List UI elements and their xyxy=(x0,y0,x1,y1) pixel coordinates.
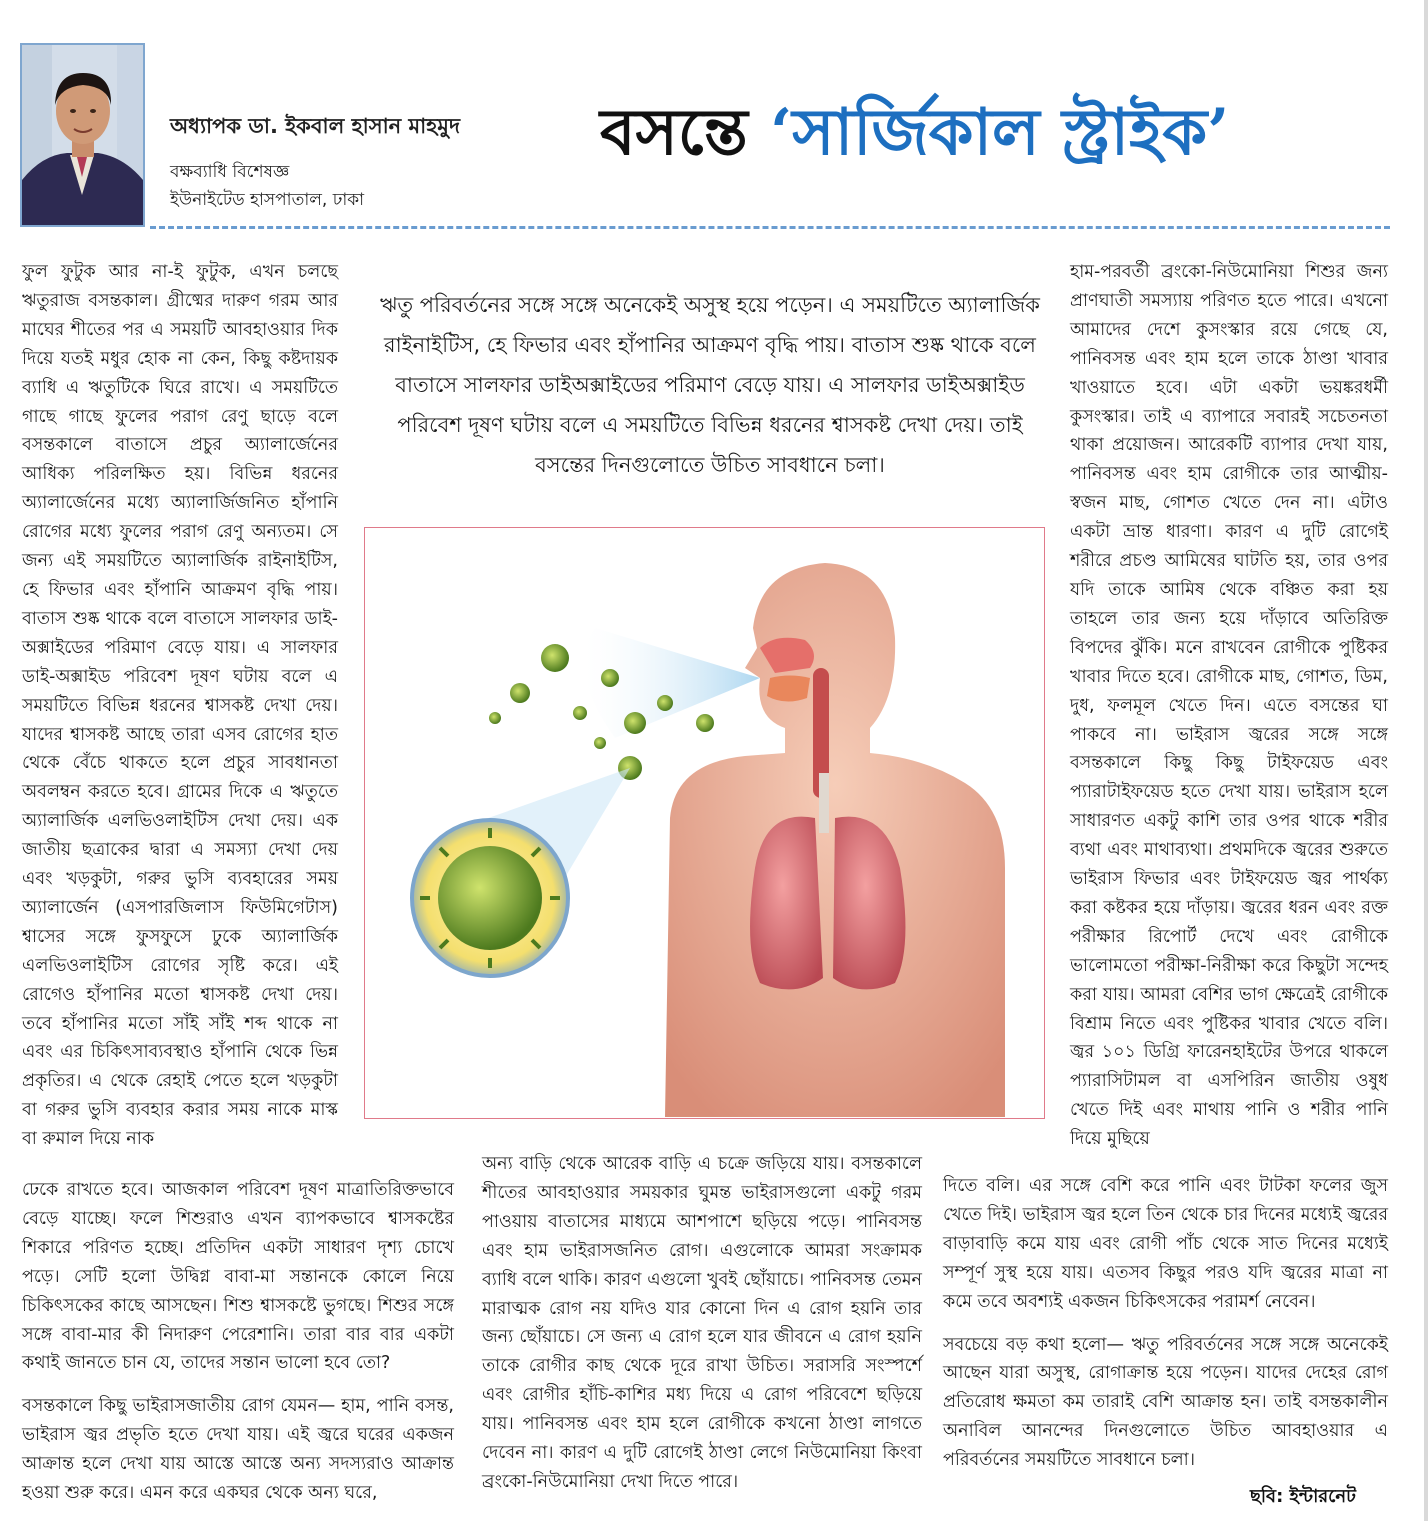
column-3-lower xyxy=(943,1172,1388,1489)
header-divider xyxy=(150,226,1390,229)
author-photo xyxy=(20,43,145,227)
col3-paragraph-1: হাম-পরবর্তী ব্রংকো-নিউমোনিয়া শিশুর জন্য প্রাণঘাতী সমস্যায় পরিণত হতে পারে। এখনো আমাদের দেশে কুসংস্কার রয়ে গেছে যে, পানিবসন্ত এবং হাম হলে তাকে ঠাণ্ডা খাবার খাওয়াতে হবে। এটা একটা ভয়ঙ্করধর্মী কুসংস্কার। তাই এ ব্যাপারে সবারই সচেতনতা থাকা প্রয়োজন। আরেকটি ব্যাপার দেখা যায়, পানিবসন্ত এবং হাম রোগীকে তার আত্মীয়-স্বজন মাছ, গোশত খেতে দেন না। এটাও একটা ভ্রান্ত ধারণা। কারণ এ দুটি রোগেই শরীরে প্রচণ্ড আমিষের ঘাটতি হয়, তার ওপর যদি তাকে আমিষ থেকে বঞ্চিত করা হয় তাহলে তার জন্য হয়ে দাঁড়াবে অতিরিক্ত বিপদের ঝুঁকি। মনে রাখবেন রোগীকে পুষ্টিকর খাবার দিতে হবে। রোগীকে মাছ, গোশত, ডিম, দুধ, ফলমূল খেতে দিন। এতে বসন্তের ঘা পাকবে না। ভাইরাস জ্বরের সঙ্গে সঙ্গে বসন্তকালে কিছু কিছু টাইফয়েড এবং প্যারাটাইফয়েড হতে দেখা যায়। ভাইরাস হলে সাধারণত একটু কাশি তার ওপর থাকে শরীর ব্যথা এবং মাথাব্যথা। প্রথমদিকে জ্বরের শুরুতে ভাইরাস ফিভার এবং টাইফয়েড জ্বর পার্থক্য করা কষ্টকর হয়ে দাঁড়ায়। জ্বরের ধরন এবং রক্ত পরীক্ষার রিপোর্ট দেখে এবং রোগীকে ভালোমতো পরীক্ষা-নিরীক্ষা করে কিছুটা সন্দেহ করা যায়। আমরা বেশির ভাগ ক্ষেত্রেই রোগীকে বিশ্রাম নিতে এবং পুষ্টিকর খাবার খেতে বলি। জ্বর ১০১ ডিগ্রি ফারেনহাইটের উপরে থাকলে প্যারাসিটামল বা এসপিরিন জাতীয় ওষুধ খেতে দিই এবং মাথায় পানি ও শরীর পানি দিয়ে মুছিয়ে xyxy=(1070,262,1388,1150)
col2-paragraph-1: অন্য বাড়ি থেকে আরেক বাড়ি এ চক্রে জড়িয়ে যায়। বসন্তকালে শীতের আবহাওয়ার সময়কার ঘুমন্ত ভাইরাসগুলো একটু গরম পাওয়ায় বাতাসের মাধ্যমে আশপাশে ছড়িয়ে পড়ে। পানিবসন্ত এবং হাম ভাইরাসজনিত রোগ। এগুলোকে আমরা সংক্রামক ব্যাধি বলে থাকি। কারণ এগুলো খুবই ছোঁয়াচে। পানিবসন্ত তেমন মারাত্মক রোগ নয় যদিও যার কোনো দিন এ রোগ হয়নি তার জন্য ছোঁয়াচে। সে জন্য এ রোগ হলে যার জীবনে এ রোগ হয়নি তাকে রোগীর কাছ থেকে দূরে রাখা উচিত। সরাসরি সংস্পর্শে এবং রোগীর হাঁচি-কাশির মধ্য দিয়ে এ রোগ পরিবেশে ছড়িয়ে যায়। পানিবসন্ত এবং হাম হলে রোগীকে কখনো ঠাণ্ডা লাগতে দেবেন না। কারণ এ দুটি রোগেই ঠাণ্ডা লেগে নিউমোনিয়া কিংবা ব্রংকো-নিউমোনিয়া দেখা দিতে পারে। xyxy=(482,1154,922,1492)
respiratory-illustration xyxy=(364,527,1045,1119)
magnified-virus xyxy=(438,846,542,950)
respiratory-system-figure xyxy=(365,528,1043,1117)
col1-paragraph-2: বসন্তকালে কিছু ভাইরাসজাতীয় রোগ যেমন— হাম, পানি বসন্ত, ভাইরাস জ্বর প্রভৃতি হতে দেখা যায়। এই জ্বরে ঘরের একজন আক্রান্ত হলে দেখা যায় আস্তে আস্তে অন্য সদস্যরাও আক্রান্ত হওয়া শুরু করে। এমন করে একঘর থেকে অন্য ঘরে, xyxy=(22,1396,454,1504)
pull-quote: ঋতু পরিবর্তনের সঙ্গে সঙ্গে অনেকেই অসুস্থ হয়ে পড়েন। এ সময়টিতে অ্যালার্জিক রাইনাইটিস, হে ফিভার এবং হাঁপানির আক্রমণ বৃদ্ধি পায়। বাতাস শুষ্ক থাকে বলে বাতাসে সালফার ডাইঅক্সাইডের পরিমাণ বেড়ে যায়। এ সালফার ডাইঅক্সাইড পরিবেশ দূষণ ঘটায় বলে এ সময়টিতে বিভিন্ন ধরনের শ্বাসকষ্ট দেখা দেয়। তাই বসন্তের দিনগুলোতে উচিত সাবধানে চলা। xyxy=(380,293,1040,477)
author-designation: বক্ষব্যাধি বিশেষজ্ঞ xyxy=(170,162,290,182)
column-1 xyxy=(22,258,338,1168)
col1-paragraph-1-cont: ঢেকে রাখতে হবে। আজকাল পরিবেশ দূষণ মাত্রাতিরিক্তভাবে বেড়ে যাচ্ছে। ফলে শিশুরাও এখন ব্যাপকভাবে শ্বাসকষ্টের শিকারে পরিণত হচ্ছে। প্রতিদিন একটা সাধারণ দৃশ্য চোখে পড়ে। সেটি হলো উদ্বিগ্ন বাবা-মা সন্তানকে কোলে নিয়ে চিকিৎসকের কাছে আসছেন। শিশু শ্বাসকষ্টে ভুগছে। শিশুর সঙ্গে সঙ্গে বাবা-মার কী নিদারুণ পেরেশানি। তারা বার বার একটা কথাই জানতে চান যে, তাদের সন্তান ভালো হবে তো? xyxy=(22,1180,454,1374)
col3-paragraph-2: সবচেয়ে বড় কথা হলো— ঋতু পরিবর্তনের সঙ্গে সঙ্গে অনেকেই আছেন যারা অসুস্থ, রোগাক্রান্ত হয়ে পড়েন। যাদের দেহের রোগ প্রতিরোধ ক্ষমতা কম তারাই বেশি আক্রান্ত হন। তাই বসন্তকালীন অনাবিল আনন্দের দিনগুলোতে উচিত আবহাওয়ার এ পরিবর্তনের সময়টিতে সাবধানে চলা। xyxy=(943,1334,1388,1471)
headline xyxy=(600,78,1400,188)
author-credentials xyxy=(170,158,364,214)
headline-part1: বসন্তে xyxy=(600,95,771,170)
page-edge xyxy=(1424,0,1428,1521)
col3-paragraph-1-cont: দিতে বলি। এর সঙ্গে বেশি করে পানি এবং টাটকা ফলের জুস খেতে দিই। ভাইরাস জ্বর হলে তিন থেকে চার দিনের মধ্যেই জ্বরের বাড়াবাড়ি কমে যায় এবং রোগী পাঁচ থেকে সাত দিনের মধ্যেই সম্পূর্ণ সুস্থ হয়ে যায়। এতসব কিছুর পরও যদি জ্বরের মাত্রা না কমে তবে অবশ্যই একজন চিকিৎসকের পরামর্শ নেবেন। xyxy=(943,1176,1388,1312)
windpipe xyxy=(819,773,829,833)
headline-part2: ‘সার্জিকাল স্ট্রাইক’ xyxy=(770,95,1230,170)
author-name: অধ্যাপক ডা. ইকবাল হাসান মাহমুদ xyxy=(170,114,460,138)
mouth xyxy=(767,676,810,702)
author-hospital: ইউনাইটেড হাসপাতাল, ঢাকা xyxy=(170,190,365,210)
column-2 xyxy=(482,1150,922,1511)
photo-credit: ছবি: ইন্টারনেট xyxy=(1250,1486,1356,1507)
column-1-lower xyxy=(22,1176,454,1522)
author-portrait xyxy=(22,45,143,225)
column-3 xyxy=(1070,258,1388,1168)
col1-paragraph-1: ফুল ফুটুক আর না-ই ফুটুক, এখন চলছে ঋতুরাজ বসন্তকাল। গ্রীষ্মের দারুণ গরম আর মাঘের শীতের পর এ সময়টি আবহাওয়ার দিক দিয়ে যতই মধুর হোক না কেন, কিছু কষ্টদায়ক ব্যাধি এ ঋতুটিকে ঘিরে রাখে। এ সময়টিতে গাছে গাছে ফুলের পরাগ রেণু ছাড়ে বলে বসন্তকালে বাতাসে প্রচুর অ্যালার্জেনের আধিক্য পরিলক্ষিত হয়। বিভিন্ন ধরনের অ্যালার্জেনের মধ্যে অ্যালার্জিজনিত হাঁপানি রোগের মধ্যে ফুলের পরাগ রেণু অন্যতম। সে জন্য এই সময়টিতে অ্যালার্জিক রাইনাইটিস, হে ফিভার এবং হাঁপানি আক্রমণ বৃদ্ধি পায়। বাতাস শুষ্ক থাকে বলে বাতাসে সালফার ডাই-অক্সাইডের পরিমাণ বেড়ে যায়। এ সালফার ডাই-অক্সাইড পরিবেশ দূষণ ঘটায় বলে এ সময়টিতে বিভিন্ন ধরনের শ্বাসকষ্ট দেখা দেয়। যাদের শ্বাসকষ্ট আছে তারা এসব রোগের হাত থেকে বেঁচে থাকতে হলে প্রচুর সাবধানতা অবলম্বন করতে হবে। গ্রামের দিকে এ ঋতুতে অ্যালার্জিক এলভিওলাইটিস দেখা দেয়। এক জাতীয় ছত্রাকের দ্বারা এ সমস্যা দেখা দেয় এবং খড়কুটা, গরুর ভুসি ব্যবহারের সময় অ্যালার্জেন (এসপারজিলাস ফিউমিগেটাস) শ্বাসের সঙ্গে ফুসফুসে ঢুকে অ্যালার্জিক এলভিওলাইটিস রোগের সৃষ্টি করে। এই রোগেও হাঁপানির মতো শ্বাসকষ্ট দেখা দেয়। তবে হাঁপানির মতো সাঁই সাঁই শব্দ থাকে না এবং এর চিকিৎসাব্যবস্থাও হাঁপানি থেকে ভিন্ন প্রকৃতির। এ থেকে রেহাই পেতে হলে খড়কুটা বা গরুর ভুসি ব্যবহার করার সময় নাকে মাস্ক বা রুমাল দিয়ে নাক xyxy=(22,262,338,1150)
